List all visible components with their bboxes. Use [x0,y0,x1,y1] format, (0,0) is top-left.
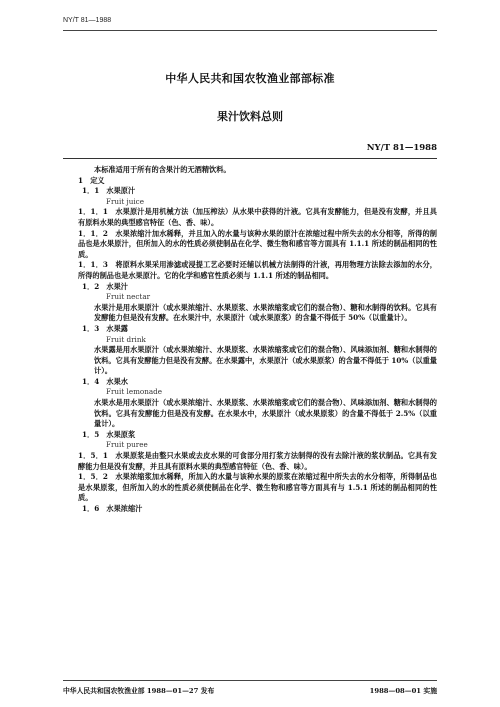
clause-1-4-body: 水果水是用水果原汁（或水果浓缩汁、水果原浆、水果浓缩浆或它们的混合物）、风味添加剂、糖和水制得的饮料。它具有发酵能力但是没有发酵。在水果水中，水果原汁（或水果原浆）的含量不得低于 2.5%（以重量计）。 [94,398,437,429]
footer-effective-date: 1988—08—01 实施 [369,687,437,695]
english-term-fruit-lemonade: Fruit lemonade [106,387,162,397]
footer-divider [63,680,437,681]
organization-title: 中华人民共和国农牧渔业部部标准 [165,72,335,85]
header-standard-code: NY/T 81—1988 [63,17,112,24]
section-heading-1-1: 1．1 水果原汁 [82,186,136,196]
clause-1-1-3: 1．1．3 将原料水果采用渗滤或浸提工艺必要时还辅以机械方法制得的汁液，再用物理方法除去添加的水分，所得的制品也是水果原汁。它的化学和感官性质必须与 1.1.1 所述的制品相同。 [78,260,437,280]
section-heading-1-4: 1．4 水果水 [82,376,128,386]
section-heading-1: 1 定义 [78,175,105,185]
document-title: 果汁饮料总则 [217,110,283,123]
section-heading-1-5: 1．5 水果原浆 [82,429,136,439]
section-heading-1-6: 1．6 水果浓缩汁 [82,504,143,513]
clause-1-1-2: 1．1．2 水果浓缩汁加水稀释，并且加入的水量与该种水果的原汁在浓缩过程中所失去的水分相等，所得的制品也是水果原汁，但所加入的水的性质必须使制品在化学、微生物和感官等方面具有 1.1.1 所述的制品相同的性质。 [78,228,437,259]
intro-paragraph: 本标准适用于所有的含果汁的无酒精饮料。 [94,165,231,174]
english-term-fruit-juice: Fruit juice [106,196,144,206]
clause-1-2-body: 水果汁是用水果原汁（或水果浓缩汁、水果原浆、水果浓缩浆或它们的混合物）、糖和水制得的饮料。它具有发酵能力但是没有发酵。在水果汁中，水果原汁（或水果原浆）的含量不得低于 50%（以重量计）。 [94,302,437,323]
header-divider [63,30,437,31]
standard-number: NY/T 81—1988 [366,143,437,153]
english-term-fruit-puree: Fruit puree [106,440,148,450]
english-term-fruit-drink: Fruit drink [106,334,146,344]
clause-1-1-1: 1．1．1 水果原汁是用机械方法（加压榨法）从水果中获得的汁液。它具有发酵能力，但是没有发酵，并且具有原料水果的典型感官特征（色、香、味）。 [78,207,437,227]
clause-1-5-1: 1．5．1 水果原浆是由整只水果或去皮水果的可食部分用打浆方法制得的没有去除汁液的浆状制品。它具有发酵能力但是没有发酵，并且具有原料水果的典型感官特征（色、香、味）。 [78,451,437,471]
section-heading-1-2: 1．2 水果汁 [82,281,128,291]
footer-issue-date: 中华人民共和国农牧渔业部 1988—01—27 发布 [63,687,215,695]
english-term-fruit-nectar: Fruit nectar [106,292,151,302]
document-body [78,165,437,515]
clause-1-5-2: 1．5．2 水果浓缩浆加水稀释，所加入的水量与该种水果的原浆在浓缩过程中所失去的水分相等，所得制品也是水果原浆，但所加入的水的性质必须使制品在化学、微生物和感官等方面具有与 1.5.1 所述的制品相同的性质。 [78,472,437,503]
clause-1-3-body: 水果露是用水果原汁（或水果浓缩汁、水果原浆、水果浓缩浆或它们的混合物）、风味添加剂、糖和水制得的饮料。它具有发酵能力但是没有发酵。在水果露中，水果原汁（或水果原浆）的含量不得低于 10%（以重量计）。 [94,345,437,376]
title-divider [63,158,437,159]
section-heading-1-3: 1．3 水果露 [82,323,128,333]
